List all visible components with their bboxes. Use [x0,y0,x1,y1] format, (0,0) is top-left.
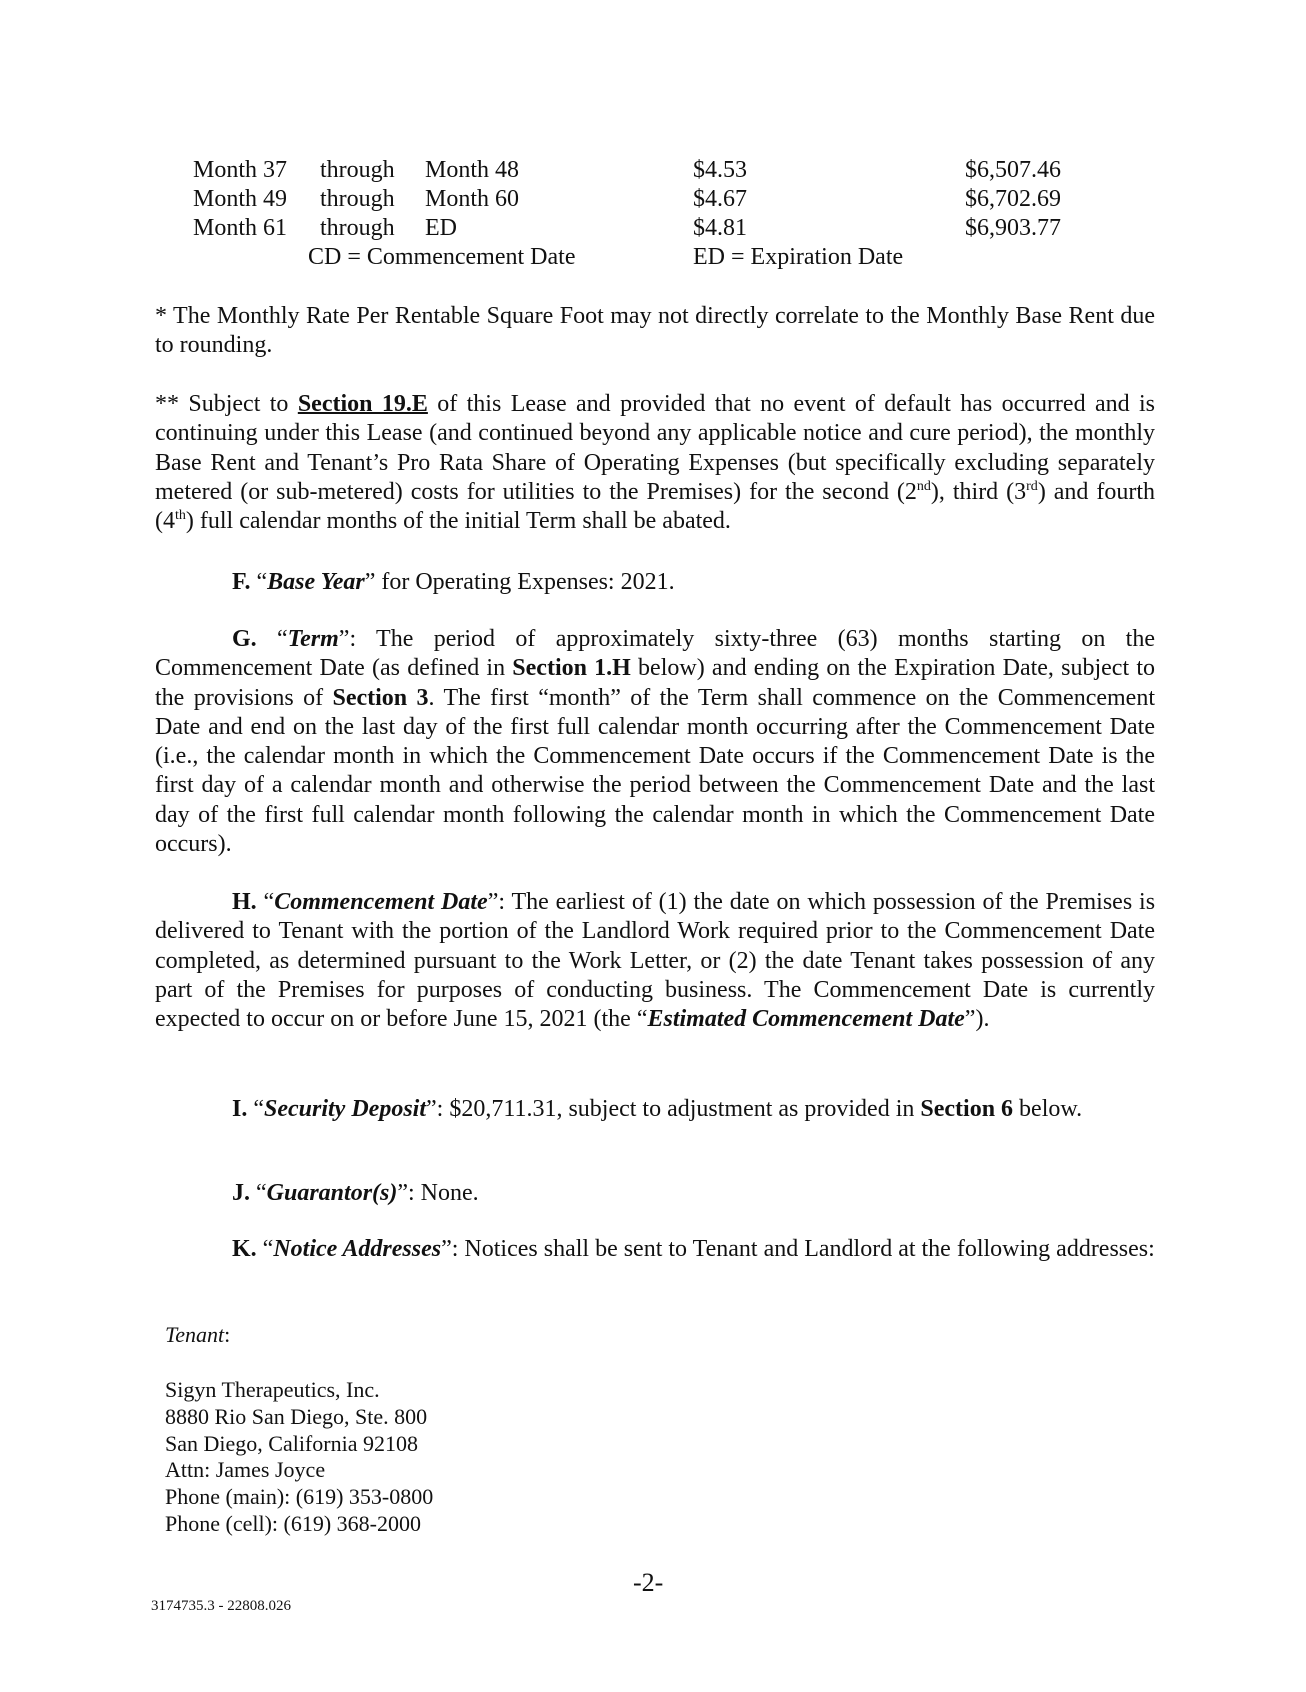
section-ref: Section 6 [920,1096,1014,1122]
address-line: San Diego, California 92108 [165,1430,418,1456]
section-f-base-year: F. “Base Year” for Operating Expenses: 2021. [232,569,675,595]
rent-row-monthly: $6,702.69 [965,186,1061,212]
rent-row-to: ED [425,215,457,241]
rent-row-monthly: $6,903.77 [965,215,1061,241]
section-i-security-deposit: I. “Security Deposit”: $20,711.31, subject to adjustment as provided in Section 6 below. [232,1096,1083,1122]
section-h-commencement-date: H. “Commencement Date”: The earliest of (1) the date on which possession of the Premises is delivered to Tenant with the portion of the Landlord Work required prior to the Commencement Date completed, as determined pursuant to the Work Letter, or (2) the date Tenant takes possession of any part of the Premises for purposes of conducting business. The Commencement Date is currently expected to occur on or before June 15, 2021 (the “Estimated Commencement Date”). [155,889,1156,1033]
rent-row-from: Month 37 [193,157,288,183]
section-letter: K. [232,1236,257,1262]
section-letter: I. [232,1096,248,1122]
defined-term: Notice Addresses [273,1236,442,1262]
rent-row-rate: $4.81 [693,215,747,241]
legend-ed: ED = Expiration Date [693,244,904,270]
page-number: -2- [633,1568,664,1597]
rent-row-to: Month 60 [425,186,520,212]
defined-term: Term [287,626,339,652]
section-g-term: G. “Term”: The period of approximately sixty-three (63) months starting on the Commencement Date (as defined in Section 1.H below) and ending on the Expiration Date, subject to the provisions of Section 3. The first “month” of the Term shall commence on the Commencement Date and end on the last day of the first full calendar month occurring after the Commencement Date (i.e., the calendar month in which the Commencement Date occurs if the Commencement Date is the first day of a calendar month and otherwise the period between the Commencement Date and the last day of the first full calendar month following the calendar month in which the Commencement Date occurs). [155,626,1155,858]
tenant-address [165,1377,433,1538]
address-line: Phone (main): (619) 353-0800 [165,1484,434,1510]
rent-row-sep: through [320,215,395,241]
section-j-guarantors: J. “Guarantor(s)”: None. [232,1180,479,1206]
defined-term: Security Deposit [264,1096,426,1122]
section-letter: F. [232,569,251,595]
legend-cd: CD = Commencement Date [308,244,576,270]
defined-term: Guarantor(s) [266,1180,398,1206]
section-ref: Section 3 [332,684,429,711]
address-line: Phone (cell): (619) 368-2000 [165,1510,421,1536]
rent-row-sep: through [320,186,395,212]
section-letter: J. [232,1180,250,1206]
footnote-rounding: * The Monthly Rate Per Rentable Square Foot may not directly correlate to the Monthly Base Rent due to rounding. [155,303,1155,359]
address-line: 8880 Rio San Diego, Ste. 800 [165,1403,428,1429]
section-ref: Section 1.H [512,655,631,682]
rent-row-from: Month 61 [193,215,288,241]
rent-row-from: Month 49 [193,186,288,212]
section-letter: G. [232,626,257,652]
document-id: 3174735.3 - 22808.026 [151,1598,291,1614]
defined-term: Base Year [267,569,365,595]
footnote-abatement: ** Subject to Section 19.E of this Lease and provided that no event of default has occurred and is continuing under this Lease (and continued beyond any applicable notice and cure period), the monthly Base Rent and Tenant’s Pro Rata Share of Operating Expenses (but specifically excluding separately metered (or sub-metered) costs for utilities to the Premises) for the second (2nd), third (3rd) and fourth (4th) full calendar months of the initial Term shall be abated. [155,391,1156,535]
address-line: Attn: James Joyce [165,1457,326,1483]
rent-row-to: Month 48 [425,157,520,183]
address-line: Sigyn Therapeutics, Inc. [165,1377,380,1402]
section-k-notice-addresses: K. “Notice Addresses”: Notices shall be sent to Tenant and Landlord at the following addresses: [232,1236,1155,1262]
rent-row-monthly: $6,507.46 [965,157,1061,183]
defined-term: Estimated Commencement Date [647,1006,965,1033]
rent-row-rate: $4.53 [693,157,747,183]
defined-term: Commencement Date [274,889,488,915]
rent-row-rate: $4.67 [693,186,747,212]
rent-row-sep: through [320,157,395,183]
section-letter: H. [232,889,257,915]
tenant-label: Tenant: [165,1322,231,1347]
section-ref: Section 19.E [297,391,428,417]
